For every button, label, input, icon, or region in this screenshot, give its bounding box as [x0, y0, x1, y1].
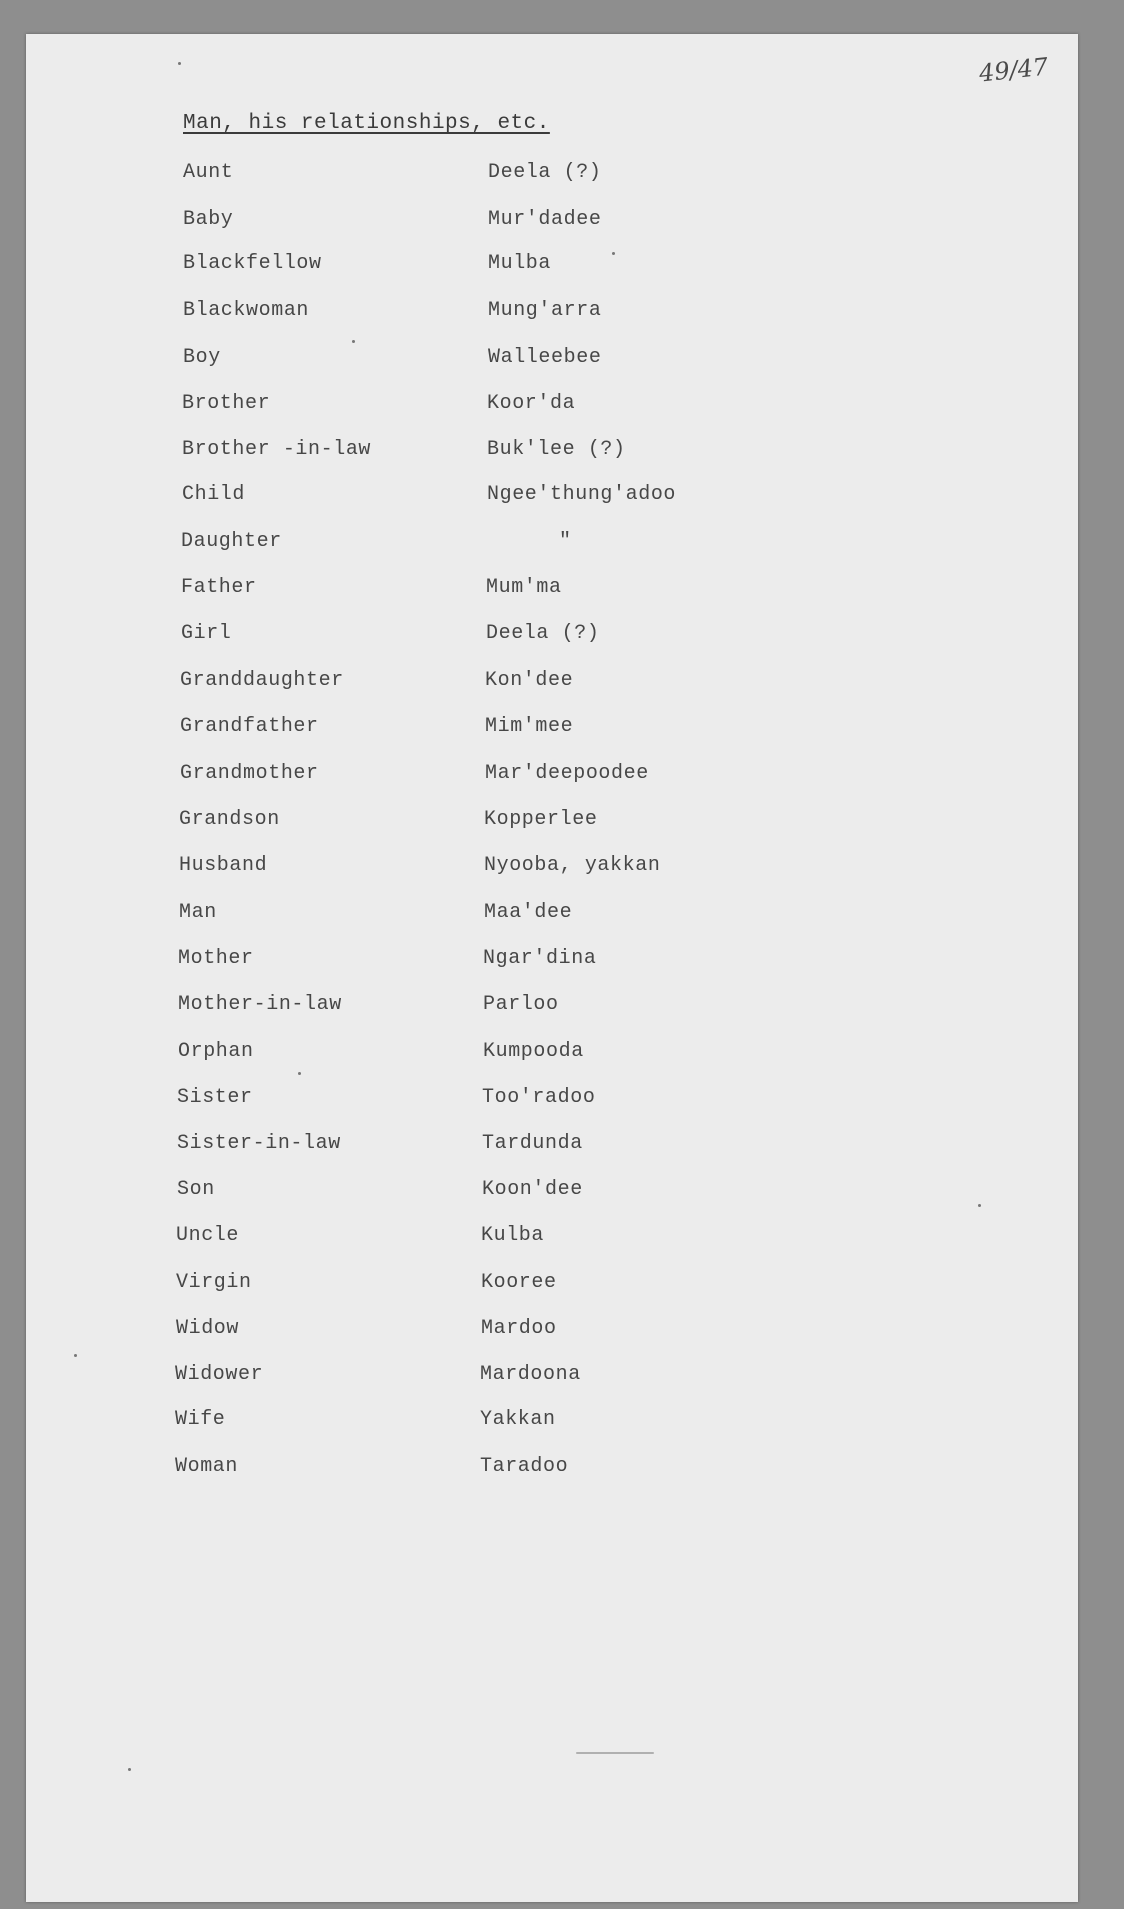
native-word: Deela (?) [486, 622, 600, 645]
list-item [183, 296, 943, 326]
list-item [181, 573, 941, 603]
list-item [180, 712, 940, 742]
english-term: Widower [175, 1363, 264, 1386]
list-item [176, 1221, 936, 1251]
native-word: Kopperlee [484, 808, 598, 831]
english-term: Baby [183, 208, 234, 231]
list-item [180, 759, 940, 789]
english-term: Virgin [176, 1271, 252, 1294]
native-word: Yakkan [480, 1408, 556, 1431]
english-term: Blackfellow [183, 252, 322, 275]
english-term: Uncle [176, 1224, 240, 1247]
list-item [177, 1129, 937, 1159]
english-term: Mother-in-law [178, 993, 342, 1016]
native-word: Mur'dadee [488, 208, 602, 231]
list-item [178, 1037, 938, 1067]
english-term: Granddaughter [180, 669, 344, 692]
list-item [175, 1452, 935, 1482]
english-term: Orphan [178, 1040, 254, 1063]
list-item [179, 805, 939, 835]
english-term: Grandfather [180, 715, 319, 738]
document-page [26, 34, 1078, 1902]
list-item [179, 898, 939, 928]
native-word: Maa'dee [484, 901, 573, 924]
list-item [183, 158, 943, 188]
list-item [183, 343, 943, 373]
list-item [183, 205, 943, 235]
native-word: Mung'arra [488, 299, 602, 322]
paper-speck [74, 1354, 77, 1357]
native-word: Parloo [483, 993, 559, 1016]
native-word: Koon'dee [482, 1178, 583, 1201]
english-term: Woman [175, 1455, 239, 1478]
native-word: Deela (?) [488, 161, 602, 184]
english-term: Father [181, 576, 257, 599]
english-term: Sister-in-law [177, 1132, 341, 1155]
native-word: Koor'da [487, 392, 576, 415]
list-item [175, 1360, 935, 1390]
native-word: Kulba [481, 1224, 545, 1247]
list-item [177, 1175, 937, 1205]
list-item [176, 1314, 936, 1344]
english-term: Brother [182, 392, 271, 415]
english-term: Sister [177, 1086, 253, 1109]
native-word: Mardoo [481, 1317, 557, 1340]
english-term: Girl [181, 622, 232, 645]
english-term: Brother -in-law [182, 438, 372, 461]
paper-speck [978, 1204, 981, 1207]
paper-speck [128, 1768, 131, 1771]
paper-speck [612, 252, 615, 255]
native-word: Taradoo [480, 1455, 569, 1478]
page-title: Man, his relationships, etc. [183, 112, 550, 135]
list-item [179, 851, 939, 881]
list-item [177, 1083, 937, 1113]
english-term: Blackwoman [183, 299, 310, 322]
native-word: Nyooba, yakkan [484, 854, 661, 877]
native-word: Kumpooda [483, 1040, 584, 1063]
page-number: 49/47 [977, 52, 1050, 88]
list-item [181, 619, 941, 649]
vocabulary-list [26, 34, 1078, 1902]
english-term: Daughter [181, 530, 282, 553]
english-term: Grandson [179, 808, 280, 831]
paper-speck [178, 62, 181, 65]
native-word: Kooree [481, 1271, 557, 1294]
english-term: Mother [178, 947, 254, 970]
native-word: Mar'deepoodee [485, 762, 649, 785]
english-term: Boy [183, 346, 221, 369]
native-word: " [559, 530, 572, 553]
english-term: Grandmother [180, 762, 319, 785]
native-word: Ngee'thung'adoo [487, 483, 677, 506]
english-term: Child [182, 483, 246, 506]
english-term: Son [177, 1178, 215, 1201]
native-word: Too'radoo [482, 1086, 596, 1109]
english-term: Husband [179, 854, 268, 877]
english-term: Man [179, 901, 217, 924]
native-word: Mum'ma [486, 576, 562, 599]
native-word: Walleebee [488, 346, 602, 369]
list-item [178, 944, 938, 974]
list-item [182, 480, 942, 510]
paper-speck [298, 1072, 301, 1075]
native-word: Buk'lee (?) [487, 438, 626, 461]
list-item [183, 249, 943, 279]
native-word: Kon'dee [485, 669, 574, 692]
paper-speck [352, 340, 355, 343]
english-term: Aunt [183, 161, 234, 184]
list-item [176, 1268, 936, 1298]
native-word: Mulba [488, 252, 552, 275]
english-term: Widow [176, 1317, 240, 1340]
list-item [182, 435, 942, 465]
pencil-mark [576, 1752, 654, 1754]
native-word: Ngar'dina [483, 947, 597, 970]
list-item [182, 389, 942, 419]
english-term: Wife [175, 1408, 226, 1431]
list-item [181, 527, 941, 557]
native-word: Mim'mee [485, 715, 574, 738]
native-word: Mardoona [480, 1363, 581, 1386]
list-item [180, 666, 940, 696]
list-item [178, 990, 938, 1020]
native-word: Tardunda [482, 1132, 583, 1155]
list-item [175, 1405, 935, 1435]
